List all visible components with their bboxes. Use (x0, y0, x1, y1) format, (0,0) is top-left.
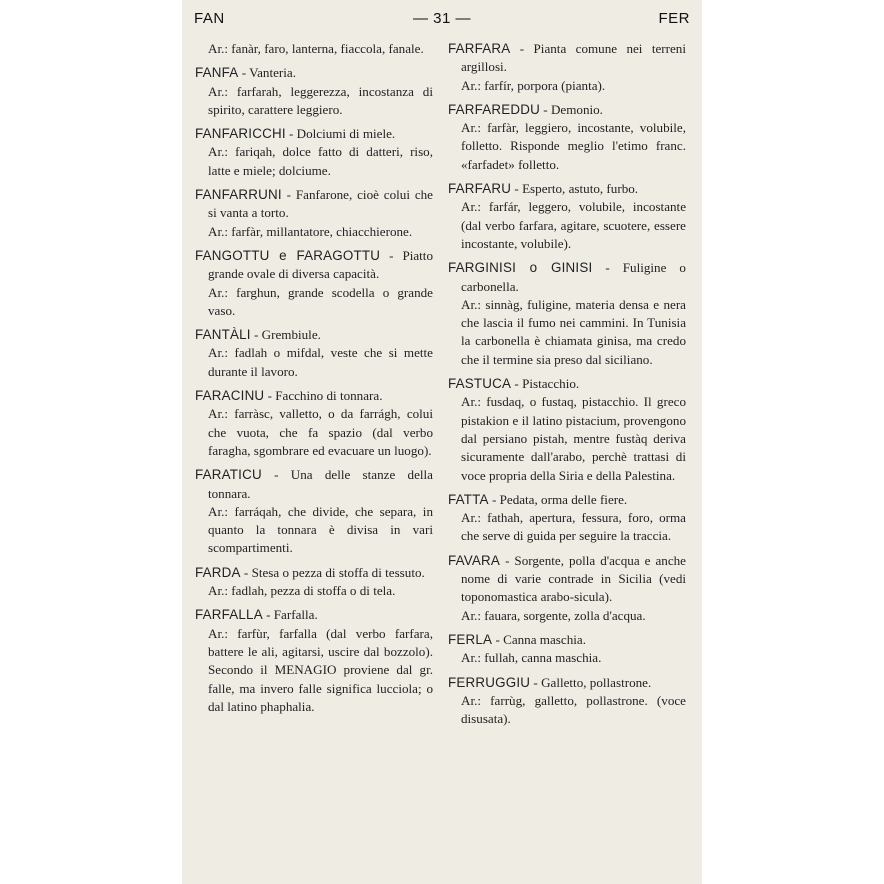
entry-definition-text: - Una delle stanze della tonnara. (208, 467, 433, 501)
dictionary-entry (195, 186, 433, 241)
entry-arabic-etymology: Ar.: fadlah o mifdal, veste che si mette durante il lavoro. (208, 345, 433, 379)
entry-definition (448, 180, 686, 198)
dictionary-entry (195, 606, 433, 716)
entry-headword: FARFARA (448, 41, 511, 56)
entry-headword: FANGOTTU e FARAGOTTU (195, 247, 381, 263)
entry-definition-text: - Facchino di tonnara. (264, 388, 383, 404)
dictionary-entry (195, 326, 433, 381)
entry-arabic-etymology: Ar.: farfùr, farfalla (dal verbo farfara, battere le ali, agitarsi, uscire dal bozzolo). Secondo il MENAGIO proviene dal gr. falle, ma invero falle significa lucciola; o dal latino phaphalia. (208, 625, 433, 714)
entry-definition (195, 387, 433, 405)
entry-definition-text: - Fuligine o carbonella. (461, 260, 686, 294)
entry-definition (195, 466, 433, 503)
entry-definition (448, 491, 686, 509)
entry-headword: FASTUCA (448, 376, 512, 392)
entry-definition (448, 552, 686, 607)
entry-definition (448, 375, 686, 393)
entry-arabic-etymology: Ar.: farràsc, valletto, o da farrágh, colui che vuota, che fa spazio (dal verbo faragha, sgombrare ed evacuare un luogo). (208, 406, 433, 458)
entry-definition-text: - Stesa o pezza di stoffa di tessuto. (240, 564, 425, 580)
entry-definition (448, 631, 686, 649)
dictionary-entry (195, 564, 433, 601)
page-header (194, 10, 690, 30)
entry-definition (448, 101, 686, 119)
entry-definition (195, 125, 433, 143)
entry-arabic-etymology: Ar.: sinnàg, fuligine, materia densa e nera che lascia il fumo nei cammini. In Tunisia la carbonella è chiamata ginisa, ma credo che il termine sia preso dal siciliano. (461, 296, 686, 367)
entry-definition-text: - Pistacchio. (511, 376, 580, 392)
entry-definition-text: - Piatto grande ovale di diversa capacità. (208, 247, 433, 282)
entry-arabic-etymology: Ar.: farráqah, che divide, che separa, in quanto la tonnara è divisa in vari scompartimenti. (208, 503, 433, 556)
dictionary-entry (448, 491, 686, 546)
entry-definition (195, 606, 433, 624)
entry-definition-text: - Demonio. (540, 101, 603, 117)
header-left-guideword: FAN (194, 10, 225, 27)
entry-arabic-etymology: Ar.: fullah, canna maschia. (461, 650, 602, 666)
entry-arabic-etymology: Ar.: farfár, leggero, volubile, incostante (dal verbo farfara, agitare, scuotere, essere incostante, volubile). (461, 199, 686, 251)
dictionary-entry (448, 552, 686, 625)
dictionary-entry (448, 180, 686, 253)
entry-arabic-etymology: Ar.: farghun, grande scodella o grande vaso. (208, 284, 433, 318)
entry-definition (448, 259, 686, 296)
entry-arabic-etymology: Ar.: fanàr, faro, lanterna, fiaccola, fanale. (208, 41, 424, 56)
entry-headword: FERLA (448, 631, 493, 647)
entry-headword: FANTÀLI (195, 327, 251, 343)
dictionary-entry (195, 247, 433, 320)
entry-definition-text: - Esperto, astuto, furbo. (511, 181, 639, 197)
entry-arabic-etymology: Ar.: fauara, sorgente, zolla d'acqua. (461, 607, 646, 623)
entry-headword: FANFARRUNI (195, 187, 282, 203)
right-column (448, 40, 686, 734)
entry-definition-text: - Vanteria. (238, 65, 296, 81)
dictionary-entry (195, 125, 433, 180)
dictionary-entry (448, 375, 686, 485)
entry-headword: FANFARICCHI (195, 126, 286, 142)
entry-definition-text: - Dolciumi di miele. (285, 126, 396, 142)
entry-arabic-etymology: Ar.: fariqah, dolce fatto di datteri, riso, latte e miele; dolciume. (208, 144, 433, 178)
dictionary-entry (448, 101, 686, 174)
entry-definition (195, 186, 433, 223)
dictionary-entry (195, 387, 433, 460)
dictionary-entry (448, 631, 686, 668)
header-right-guideword: FER (658, 10, 690, 27)
book-page (182, 0, 702, 884)
entry-headword: FARGINISI o GINISI (448, 260, 593, 276)
entry-arabic-etymology: Ar.: farfàr, leggiero, incostante, volubile, folletto. Risponde meglio l'etimo franc. «farfadet» folletto. (461, 120, 686, 172)
entry-definition-text: - Pedata, orma delle fiere. (488, 491, 628, 507)
entry-definition (195, 247, 433, 284)
entry-arabic-etymology: Ar.: farfarah, leggerezza, incostanza di spirito, carattere leggiero. (208, 83, 433, 117)
dictionary-entry (448, 674, 686, 729)
entry-definition (448, 40, 686, 77)
entry-headword: FARFARU (448, 181, 512, 197)
page-number: — 31 — (412, 10, 472, 27)
entry-definition-text: - Farfalla. (262, 607, 318, 623)
entry-arabic-etymology: Ar.: fusdaq, o fustaq, pistacchio. Il greco pistakion e il latino pistacium, provengono dal persiano pistah, mentre fustàq deriva sicuramente dall'arabo, perchè trattasi di voce propria della Siria e della Palestina. (461, 394, 686, 483)
entry-definition (195, 564, 433, 582)
left-column (195, 40, 433, 722)
entry-definition (195, 64, 433, 82)
entry-definition-text: - Fanfarone, cioè colui che si vanta a torto. (208, 187, 433, 221)
entry-arabic-etymology: Ar.: farrùg, galletto, pollastrone. (voce disusata). (461, 692, 686, 727)
entry-arabic-etymology: Ar.: fathah, apertura, fessura, foro, orma che serve di guida per seguire la traccia. (461, 510, 686, 544)
entry-definition-text: - Grembiule. (250, 327, 321, 343)
entry-definition (195, 326, 433, 344)
entry-headword: FAVARA (448, 552, 501, 568)
entry-definition-text: - Galletto, pollastrone. (530, 674, 652, 690)
entry-definition-text: - Pianta comune nei terreni argillosi. (461, 41, 686, 75)
entry-definition (448, 674, 686, 692)
entry-headword: FARACINU (195, 388, 265, 404)
entry-arabic-etymology: Ar.: fadlah, pezza di stoffa o di tela. (208, 583, 396, 599)
dictionary-entry (448, 40, 686, 95)
entry-definition-text: - Canna maschia. (492, 631, 586, 647)
entry-headword: FARDA (195, 564, 241, 580)
entry-arabic-etymology: Ar.: farfàr, millantatore, chiacchierone. (208, 223, 413, 239)
dictionary-entry (195, 40, 433, 58)
entry-headword: FARATICU (195, 467, 262, 483)
entry-headword: FATTA (448, 491, 489, 507)
entry-headword: FARFAREDDU (448, 101, 541, 117)
dictionary-entry (195, 466, 433, 557)
entry-arabic-etymology: Ar.: farfír, porpora (pianta). (461, 77, 606, 93)
entry-headword: FERRUGGIU (448, 674, 531, 690)
entry-definition-text: - Sorgente, polla d'acqua e anche nome di varie contrade in Sicilia (vedi toponomastica arabo-sicula). (461, 552, 686, 605)
dictionary-entry (448, 259, 686, 369)
dictionary-entry (195, 64, 433, 119)
entry-headword: FARFALLA (195, 607, 263, 623)
entry-headword: FANFA (195, 65, 239, 81)
